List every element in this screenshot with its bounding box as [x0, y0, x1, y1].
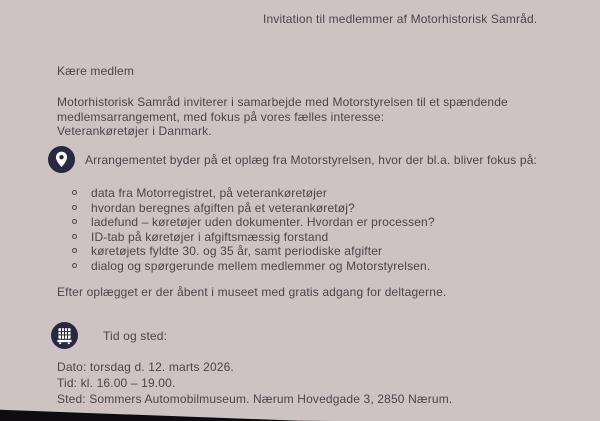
details-time-line: Tid: kl. 16.00 – 19.00. — [57, 376, 176, 390]
agenda-item-text: hvordan beregnes afgiften på et veterankøretøj? — [91, 200, 355, 215]
intro-line: Motorhistorisk Samråd inviterer i samarbejde med Motorstyrelsen til et spændende — [57, 95, 508, 109]
bullet-circle-icon — [72, 248, 77, 253]
details-block — [57, 359, 452, 407]
details-place-line: Sted: Sommers Automobilmuseum. Nærum Hovedgade 3, 2850 Nærum. — [57, 392, 453, 406]
agenda-item — [72, 230, 435, 245]
bullet-circle-icon — [72, 205, 77, 210]
after-note: Efter oplægget er der åbent i museet med gratis adgang for deltagerne. — [57, 285, 447, 299]
agenda-item-text: ladefund – køretøjer uden dokumenter. Hvordan er processen? — [91, 215, 435, 229]
agenda-item-text: dialog og spørgerunde mellem medlemmer og Motorstyrelsen. — [91, 258, 431, 273]
details-heading: Tid og sted: — [103, 329, 168, 343]
agenda-item — [72, 259, 435, 274]
letter-title: Invitation til medlemmer af Motorhistorisk Samråd. — [263, 12, 538, 26]
agenda-item-text: køretøjets fyldte 30. og 35 år, samt periodiske afgifter — [91, 244, 383, 258]
agenda-item — [72, 201, 435, 216]
bullet-circle-icon — [72, 234, 77, 239]
bullet-circle-icon — [72, 219, 77, 224]
agenda-list — [72, 186, 435, 273]
agenda-item-text: ID-tab på køretøjer i afgiftsmæssig forstand — [91, 229, 329, 244]
intro-line: medlemsarrangement, med fokus på vores fælles interesse: — [57, 109, 385, 124]
agenda-item — [72, 244, 435, 259]
page-edge-shadow — [0, 407, 340, 421]
details-date-line: Dato: torsdag d. 12. marts 2026. — [57, 360, 234, 374]
location-pin-icon — [48, 146, 75, 173]
agenda-item — [72, 215, 435, 230]
bullet-circle-icon — [72, 190, 77, 195]
salutation: Kære medlem — [57, 64, 135, 78]
intro-line: Veterankøretøjer i Danmark. — [57, 124, 212, 139]
agenda-item-text: data fra Motorregistret, på veterankøretøjer — [91, 186, 328, 200]
agenda-heading: Arrangementet byder på et oplæg fra Motorstyrelsen, hvor der bl.a. bliver fokus på: — [85, 153, 538, 167]
calendar-grid-icon — [51, 322, 78, 349]
agenda-item — [72, 186, 435, 201]
intro-paragraph — [57, 95, 508, 139]
bullet-circle-icon — [72, 263, 77, 268]
